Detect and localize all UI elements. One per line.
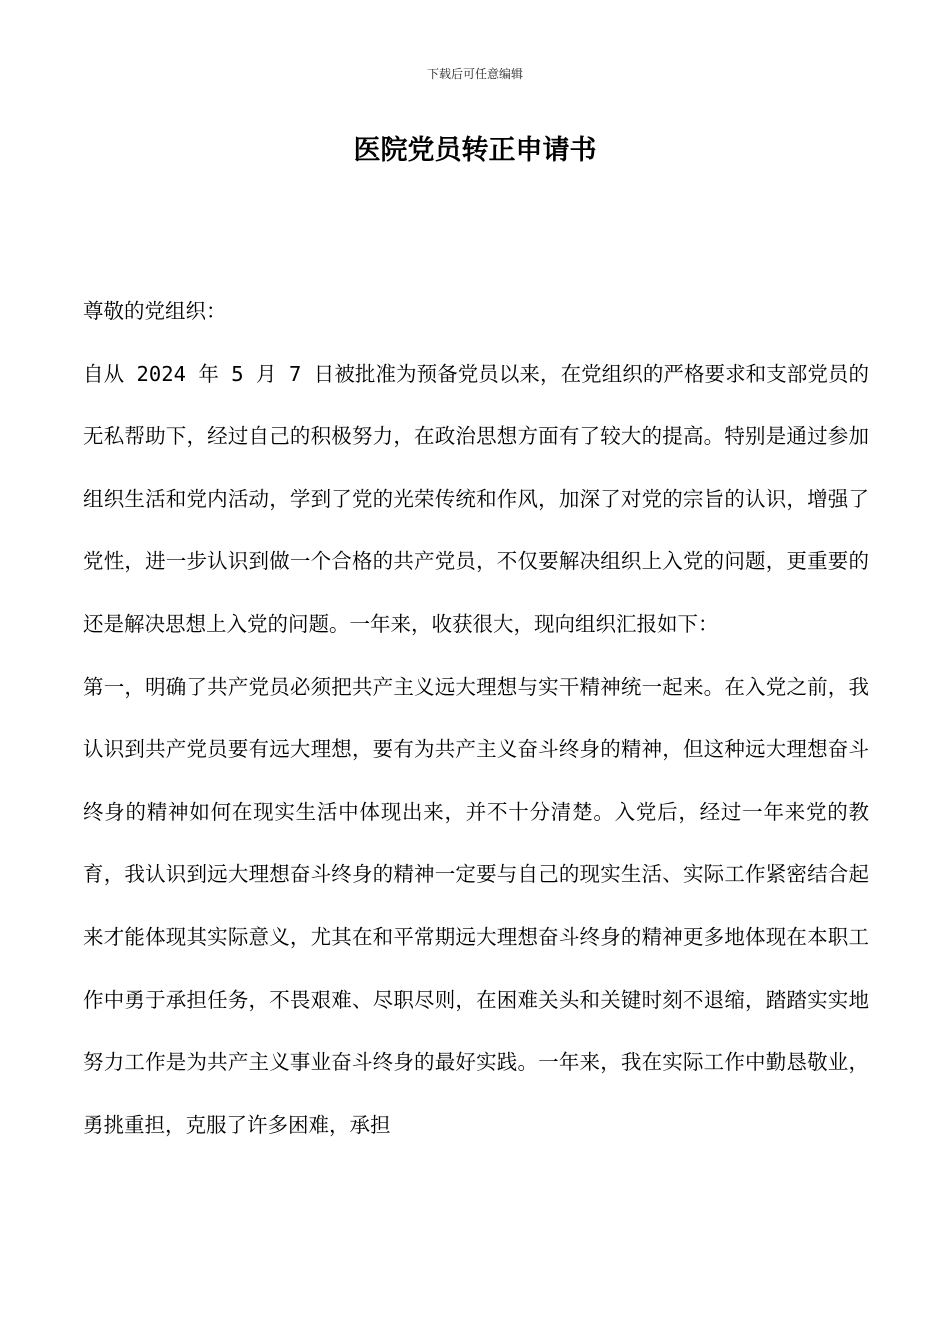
document-title: 医院党员转正申请书 bbox=[353, 135, 597, 166]
paragraph-2: 第一，明确了共产党员必须把共产主义远大理想与实干精神统一起来。在入党之前，我认识到共产党员要有远大理想，要有为共产主义奋斗终身的精神，但这种远大理想奋斗终身的精神如何在现实生活中体现出来，并不十分清楚。入党后，经过一年来党的教育，我认识到远大理想奋斗终身的精神一定要与自己的现实生活、实际工作紧密结合起来才能体现其实际意义，尤其在和平常期远大理想奋斗终身的精神更多地体现在本职工作中勇于承担任务，不畏艰难、尽职尽则，在困难关头和关键时刻不退缩，踏踏实实地努力工作是为共产主义事业奋斗终身的最好实践。一年来，我在实际工作中勤恳敬业，勇挑重担，克服了许多困难，承担 bbox=[83, 674, 869, 1137]
paragraph-1: 自从 2024 年 5 月 7 日被批准为预备党员以来，在党组织的严格要求和支部党员的无私帮助下，经过自己的积极努力，在政治思想方面有了较大的提高。特别是通过参加组织生活和党内活动，学到了党的光荣传统和作风，加深了对党的宗旨的认识，增强了党性，进一步认识到做一个合格的共产党员，不仅要解决组织上入党的问题，更重要的还是解决思想上入党的问题。一年来，收获很大，现向组织汇报如下： bbox=[83, 361, 869, 636]
document-body bbox=[83, 280, 869, 1156]
salutation: 尊敬的党组织： bbox=[83, 299, 227, 323]
header-note: 下载后可任意编辑 bbox=[426, 67, 523, 81]
